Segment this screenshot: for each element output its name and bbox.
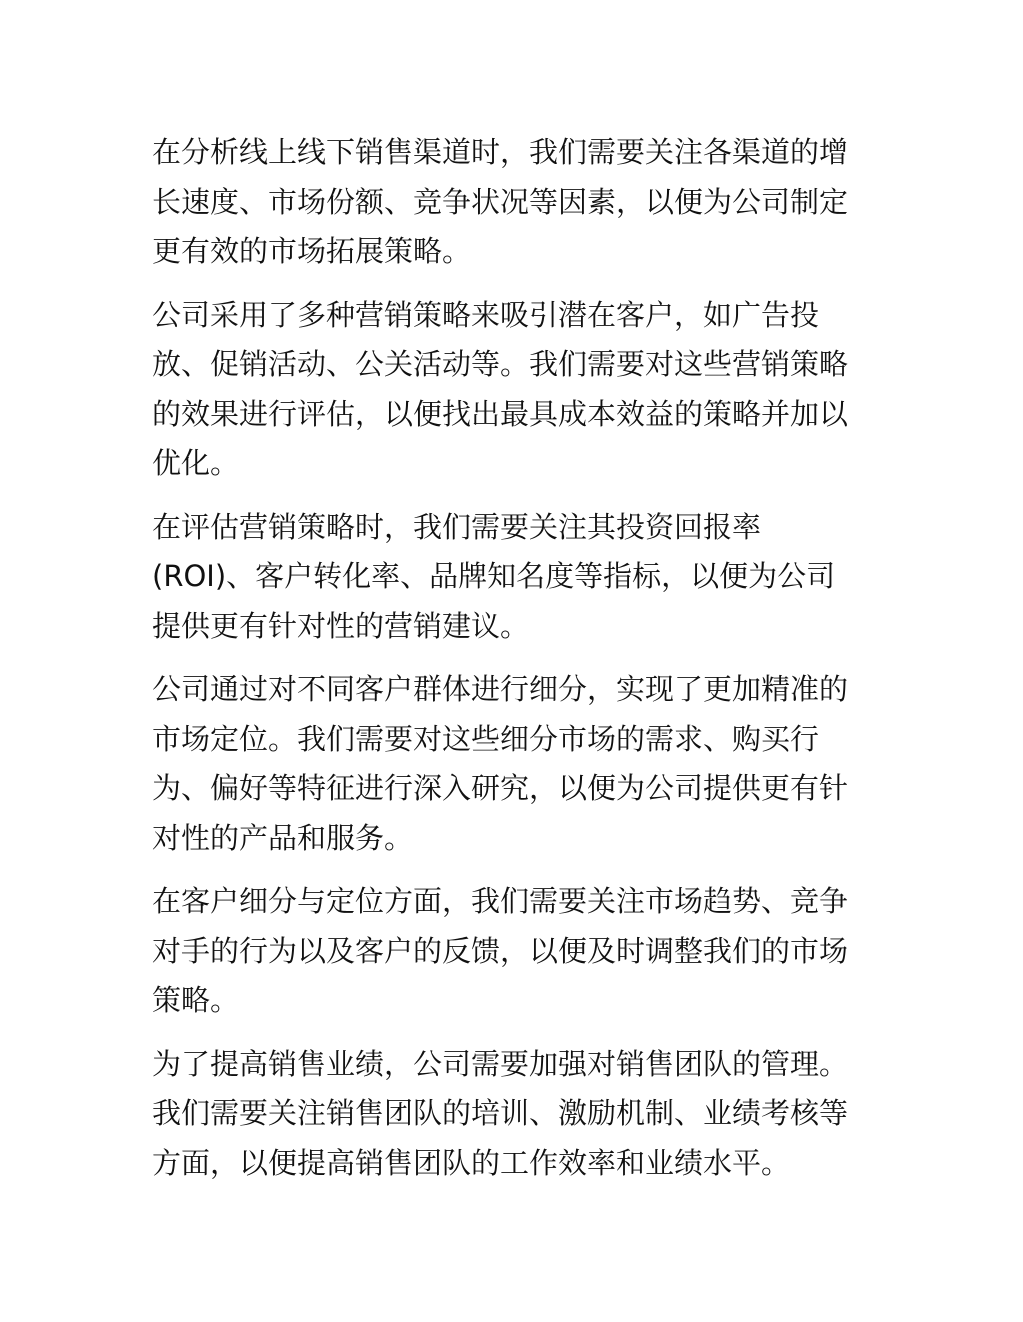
paragraph-line: 的效果进行评估，以便找出最具成本效益的策略并加以 <box>152 396 849 431</box>
paragraph-line: 市场定位。我们需要对这些细分市场的需求、购买行 <box>152 721 820 756</box>
paragraph-line: (ROI)、客户转化率、品牌知名度等指标，以便为公司 <box>152 559 836 593</box>
paragraph-line: 我们需要关注销售团队的培训、激励机制、业绩考核等 <box>152 1096 849 1130</box>
paragraph-line: 为、偏好等特征进行深入研究，以便为公司提供更有针 <box>152 771 849 805</box>
paragraph-line: 为了提高销售业绩，公司需要加强对销售团队的管理。 <box>152 1046 849 1081</box>
paragraph-line: 方面，以便提高销售团队的工作效率和业绩水平。 <box>152 1145 791 1180</box>
paragraph-line: 在分析线上线下销售渠道时，我们需要关注各渠道的增 <box>152 135 849 169</box>
paragraph-line: 在客户细分与定位方面，我们需要关注市场趋势、竞争 <box>152 884 849 918</box>
paragraph-sales-team <box>152 1040 872 1189</box>
paragraph-strategy-evaluation <box>152 503 872 652</box>
paragraph-line: 在评估营销策略时，我们需要关注其投资回报率 <box>152 509 762 544</box>
paragraph-line: 策略。 <box>152 983 240 1017</box>
document-body <box>152 128 872 1202</box>
paragraph-line: 长速度、市场份额、竞争状况等因素，以便为公司制定 <box>152 184 849 219</box>
paragraph-line: 放、促销活动、公关活动等。我们需要对这些营销策略 <box>152 347 849 381</box>
paragraph-customer-segmentation <box>152 665 872 863</box>
paragraph-line: 对性的产品和服务。 <box>152 820 414 855</box>
paragraph-marketing-strategies <box>152 291 872 489</box>
paragraph-segmentation-positioning <box>152 877 872 1026</box>
paragraph-sales-channels <box>152 128 872 277</box>
paragraph-line: 对手的行为以及客户的反馈，以便及时调整我们的市场 <box>152 933 849 968</box>
paragraph-line: 公司采用了多种营销策略来吸引潜在客户，如广告投 <box>152 297 820 332</box>
paragraph-line: 优化。 <box>152 446 240 480</box>
paragraph-line: 提供更有针对性的营销建议。 <box>152 608 530 643</box>
paragraph-line: 公司通过对不同客户群体进行细分，实现了更加精准的 <box>152 672 849 706</box>
paragraph-line: 更有效的市场拓展策略。 <box>152 234 472 268</box>
